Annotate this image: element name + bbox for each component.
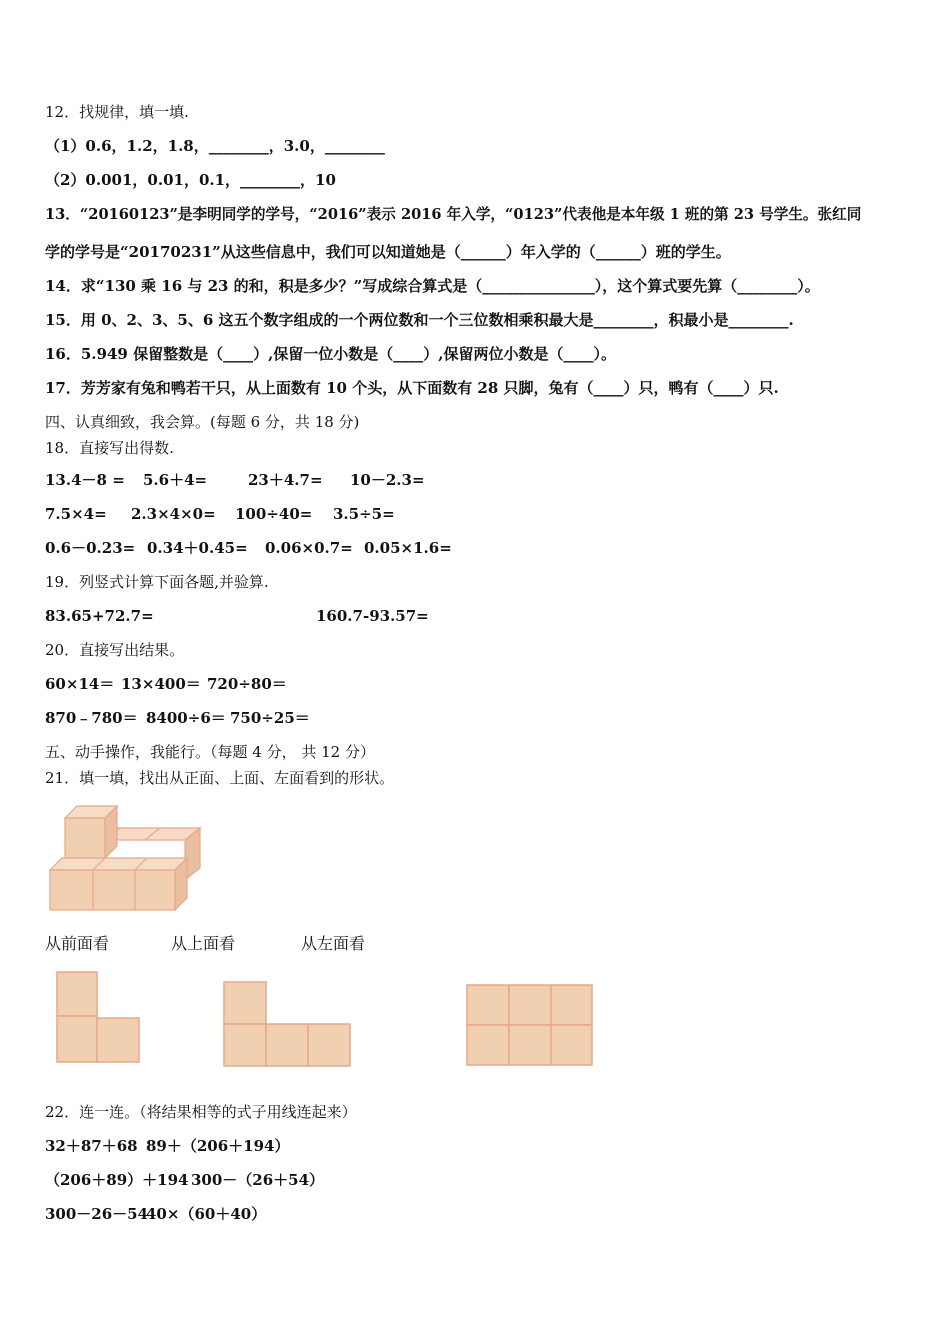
q22-item: 89＋（206＋194）	[146, 1137, 290, 1155]
top-view-shape	[222, 980, 354, 1070]
view-square	[308, 1024, 350, 1066]
q13-line-1: 13．“20160123”是李明同学的学号，“2016”表示 2016 年入学，“0123”代表他是本年级 1 班的第 23 号学生。张红同	[45, 206, 862, 223]
q22-item: 300－（26＋54）	[191, 1171, 325, 1189]
q18-item: 2.3×4×0=	[131, 505, 216, 523]
q18-item: 3.5÷5=	[333, 505, 395, 523]
q19-item: 83.65+72.7=	[45, 607, 154, 625]
view-square	[551, 1025, 592, 1065]
q16-text: 16．5.949 保留整数是（____）,保留一位小数是（____）,保留两位小数是（____）。	[45, 345, 617, 363]
q18-item: 0.6－0.23=	[45, 539, 136, 557]
view-square	[509, 1025, 551, 1065]
q18-item: 0.05×1.6=	[364, 539, 452, 557]
section-5-title: 五、动手操作，我能行。（每题 4 分， 共 12 分）	[45, 743, 375, 761]
q18-title: 18．直接写出得数.	[45, 439, 174, 457]
cube-front-face	[50, 870, 93, 910]
view-label-front: 从前面看	[45, 934, 110, 953]
q20-item: 8400÷6＝	[146, 709, 226, 727]
view-square	[467, 985, 509, 1025]
left-view-shape	[465, 983, 597, 1071]
q18-item: 7.5×4=	[45, 505, 107, 523]
cube-stack-figure	[45, 800, 210, 915]
view-square	[266, 1024, 308, 1066]
cube-front-face	[93, 870, 135, 910]
q22-title: 22．连一连。（将结果相等的式子用线连起来）	[45, 1103, 357, 1121]
q18-item: 5.6＋4=	[143, 471, 208, 489]
q20-item: 60×14＝	[45, 675, 115, 693]
q20-item: 870﹣780＝	[45, 709, 138, 727]
q20-item: 720÷80＝	[207, 675, 287, 693]
q22-item: （206＋89）＋194	[45, 1171, 189, 1189]
q20-item: 13×400＝	[121, 675, 201, 693]
q19-item: 160.7-93.57=	[316, 607, 429, 625]
q12-line-2: （2）0.001，0.01，0.1，________，10	[45, 171, 336, 189]
q18-item: 13.4－8 =	[45, 471, 125, 489]
view-square	[467, 1025, 509, 1065]
q15-text: 15．用 0、2、3、5、6 这五个数字组成的一个两位数和一个三位数相乘积最大是________，积最小是________.	[45, 311, 794, 329]
q22-item: 300－26－54	[45, 1205, 149, 1223]
q21-title: 21．填一填，找出从正面、上面、左面看到的形状。	[45, 769, 395, 787]
q19-title: 19．列竖式计算下面各题,并验算.	[45, 573, 269, 591]
view-square	[57, 972, 97, 1016]
view-square	[224, 982, 266, 1024]
view-label-left: 从左面看	[301, 934, 366, 953]
q18-item: 23＋4.7=	[248, 471, 323, 489]
view-square	[509, 985, 551, 1025]
view-label-top: 从上面看	[171, 934, 236, 953]
q22-item: 32＋87＋68	[45, 1137, 138, 1155]
q20-title: 20．直接写出结果。	[45, 641, 185, 659]
q22-item: 40×（60＋40）	[146, 1205, 267, 1223]
q20-item: 750÷25＝	[230, 709, 310, 727]
section-4-title: 四、认真细致，我会算。(每题 6 分，共 18 分)	[45, 413, 360, 431]
front-view-shape	[55, 970, 145, 1066]
view-square	[97, 1018, 139, 1062]
q18-item: 0.34＋0.45=	[147, 539, 248, 557]
cube-upper-front	[65, 818, 105, 858]
view-square	[57, 1016, 97, 1062]
q18-item: 10－2.3=	[350, 471, 425, 489]
view-square	[224, 1024, 266, 1066]
q14-text: 14．求“130 乘 16 与 23 的和，积是多少？”写成综合算式是（_______________），这个算式要先算（________）。	[45, 277, 820, 295]
q12-title: 12．找规律，填一填.	[45, 103, 189, 121]
q12-line-1: （1）0.6，1.2，1.8，________，3.0，________	[45, 137, 385, 155]
cube-front-face	[135, 870, 175, 910]
q13-line-2: 学的学号是“20170231”从这些信息中，我们可以知道她是（______）年入学的（______）班的学生。	[45, 243, 731, 261]
q17-text: 17．芳芳家有兔和鸭若干只，从上面数有 10 个头，从下面数有 28 只脚，兔有（____）只，鸭有（____）只.	[45, 379, 779, 397]
view-square	[551, 985, 592, 1025]
q18-item: 100÷40=	[235, 505, 313, 523]
q18-item: 0.06×0.7=	[265, 539, 353, 557]
